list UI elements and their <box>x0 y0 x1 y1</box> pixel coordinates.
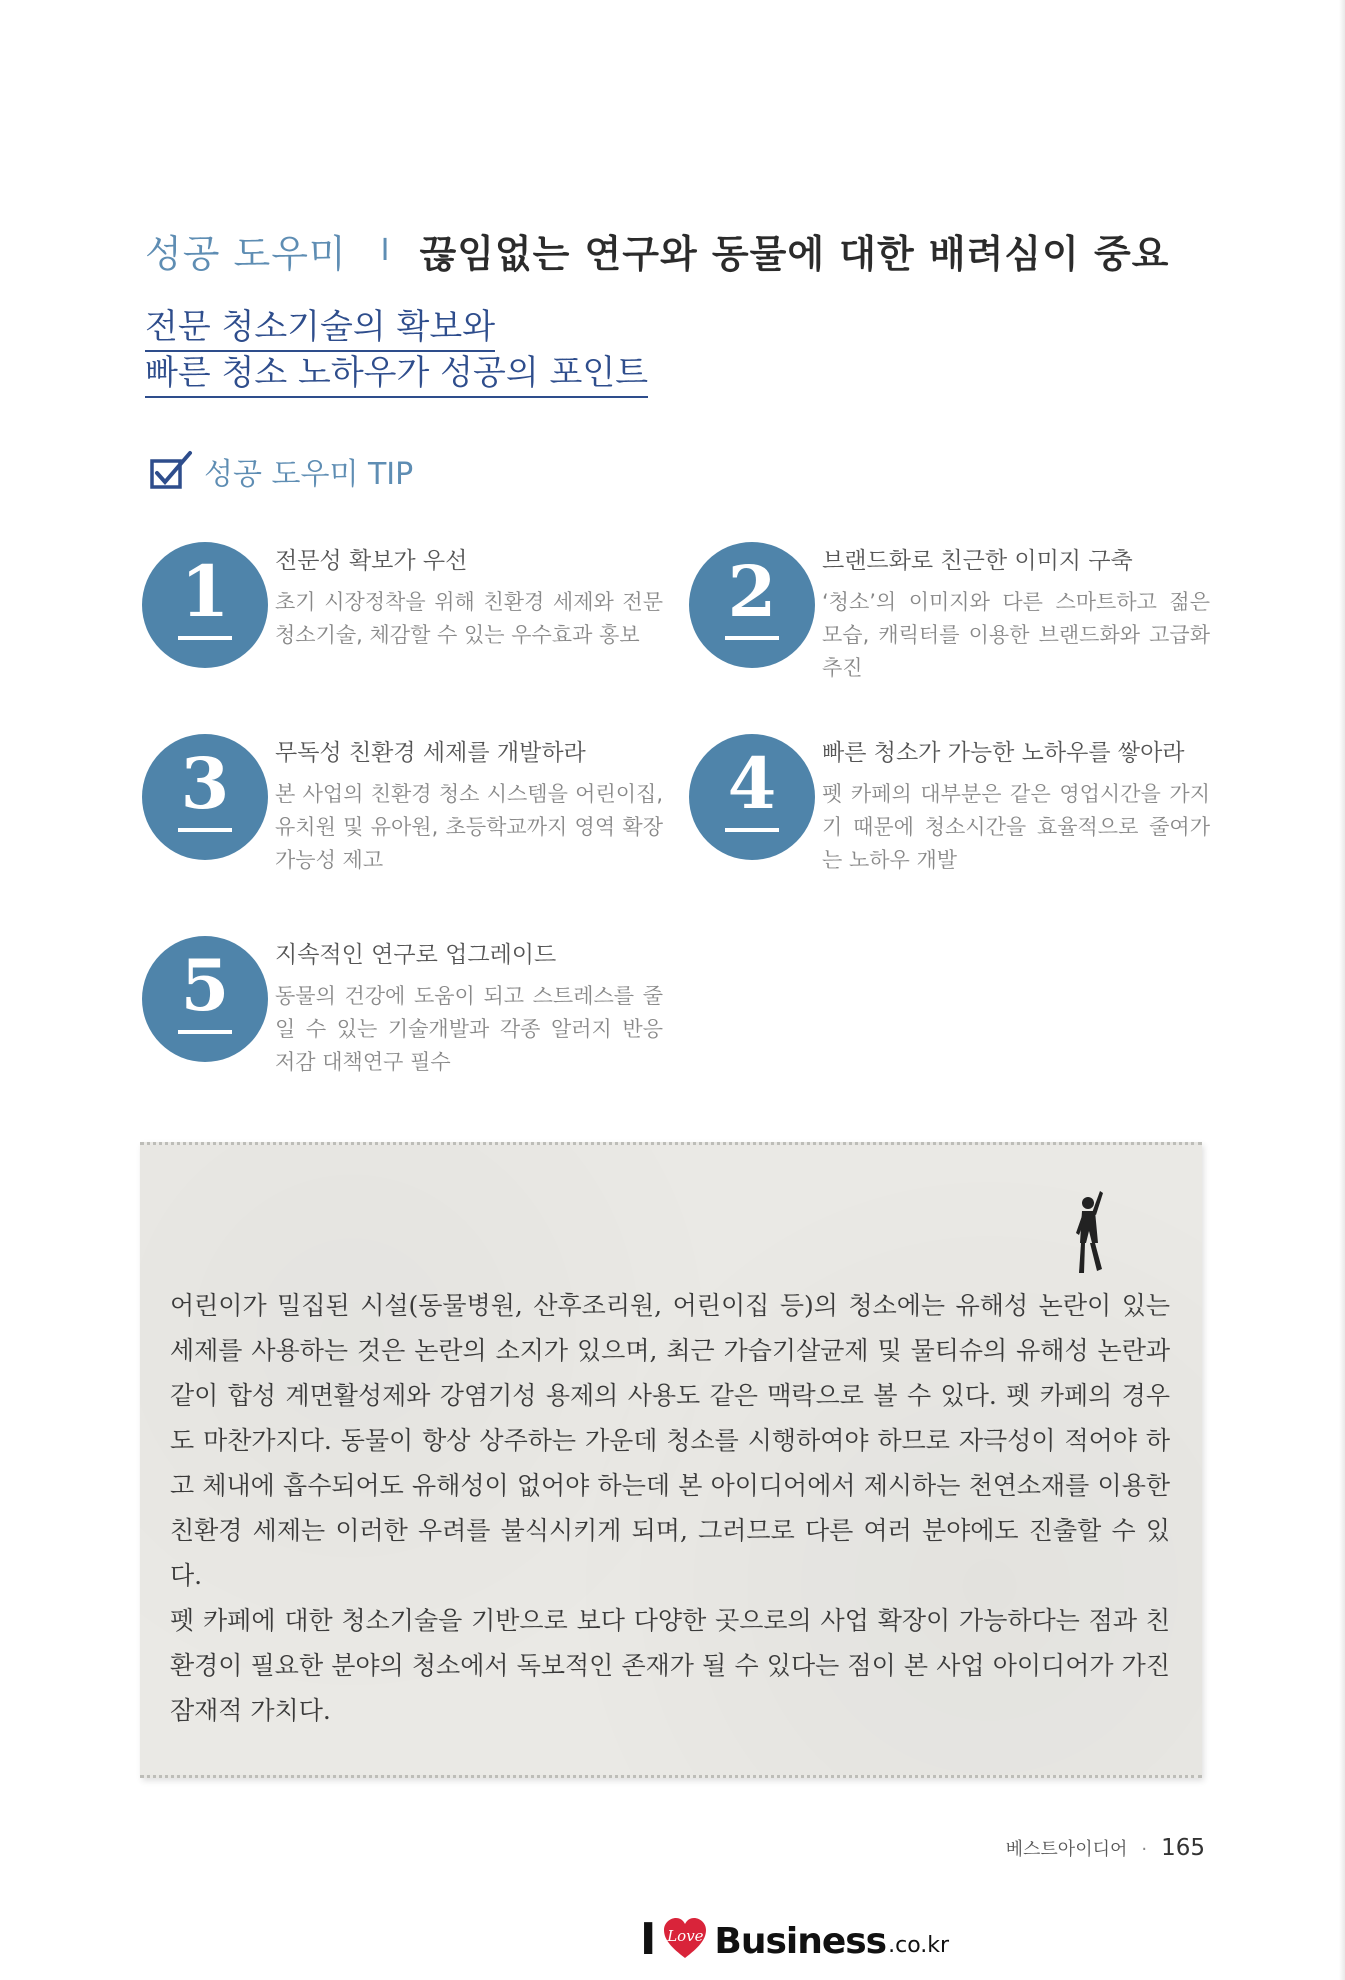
note-paragraph: 펫 카페에 대한 청소기술을 기반으로 보다 다양한 곳으로의 사업 확장이 가능하다는 점과 친환경이 필요한 분야의 청소에서 독보적인 존재가 될 수 있다는 점이 본 사업 아이디어가 가진 잠재적 가치다. <box>170 1606 1170 1725</box>
subtitle-line-1: 전문 청소기술의 확보와 <box>145 306 495 352</box>
person-silhouette-icon <box>1062 1173 1112 1283</box>
page-edge <box>1339 0 1345 1980</box>
tip-description: 펫 카페의 대부분은 같은 영업시간을 가지기 때문에 청소시간을 효율적으로 줄여가는 노하우 개발 <box>822 782 1210 872</box>
subtitle <box>145 306 648 398</box>
number-underline <box>178 636 232 640</box>
heart-icon <box>662 1916 708 1962</box>
brand-logo <box>640 1908 949 1964</box>
tip-heading-text: 지속적인 연구로 업그레이드 <box>275 942 557 968</box>
tip-description: 초기 시장정착을 위해 친환경 세제와 전문 청소기술, 체감할 수 있는 우수효과 홍보 <box>275 590 663 647</box>
checkbox-icon <box>148 449 194 493</box>
section-label: 성공 도우미 <box>145 231 347 276</box>
page-footer <box>1006 1835 1205 1861</box>
footer-separator: · <box>1141 1839 1148 1860</box>
tip-number: 2 <box>727 550 777 633</box>
subtitle-line-2: 빠른 청소 노하우가 성공의 포인트 <box>145 352 648 398</box>
tip-number: 4 <box>727 742 777 825</box>
tip-heading-text: 성공 도우미 TIP <box>204 457 414 492</box>
tip-heading <box>148 446 413 496</box>
header-separator: I <box>380 232 390 268</box>
footer-section-name: 베스트아이디어 <box>1005 1839 1128 1860</box>
tip-heading-text: 브랜드화로 친근한 이미지 구축 <box>822 548 1133 574</box>
number-underline <box>178 828 232 832</box>
tip-number: 3 <box>180 742 230 825</box>
heart-text: Love <box>667 1927 704 1945</box>
brand-name: Business <box>714 1921 887 1962</box>
tip-item <box>142 936 702 1086</box>
number-underline <box>725 636 779 640</box>
note-box <box>140 1142 1202 1778</box>
number-underline <box>178 1030 232 1034</box>
note-body <box>170 1283 1170 1733</box>
tip-number: 5 <box>180 944 230 1027</box>
tip-number: 1 <box>180 550 230 633</box>
tip-item <box>142 734 702 884</box>
note-paragraph: 어린이가 밀집된 시설(동물병원, 산후조리원, 어린이집 등)의 청소에는 유해성 논란이 있는 세제를 사용하는 것은 논란의 소지가 있으며, 최근 가습기살균제 및 물티슈의 유해성 논란과 같이 합성 계면활성제와 강염기성 용제의 사용도 같은 맥락으로 볼 수 있다. 펫 카페의 경우도 마찬가지다. 동물이 항상 상주하는 가운데 청소를 시행하여야 하므로 자극성이 적어야 하고 체내에 흡수되어도 유해성이 없어야 하는데 본 아이디어에서 제시하는 천연소재를 이용한 친환경 세제는 이러한 우려를 불식시키게 되며, 그러므로 다른 여러 분야에도 진출할 수 있다. <box>170 1291 1170 1590</box>
page-number: 165 <box>1161 1835 1205 1861</box>
tip-item <box>689 734 1249 884</box>
section-header <box>145 220 1225 280</box>
number-underline <box>725 828 779 832</box>
brand-domain: .co.kr <box>888 1933 950 1958</box>
tip-heading-text: 무독성 친환경 세제를 개발하라 <box>275 740 586 766</box>
page-title: 끊임없는 연구와 동물에 대한 배려심이 중요 <box>419 231 1170 276</box>
tip-heading-text: 전문성 확보가 우선 <box>275 548 468 574</box>
tip-heading-text: 빠른 청소가 가능한 노하우를 쌓아라 <box>822 740 1185 766</box>
tip-description: 동물의 건강에 도움이 되고 스트레스를 줄일 수 있는 기술개발과 각종 알러지 반응 저감 대책연구 필수 <box>275 984 663 1074</box>
tip-item <box>689 542 1249 692</box>
tip-description: 본 사업의 친환경 청소 시스템을 어린이집, 유치원 및 유아원, 초등학교까지 영역 확장 가능성 제고 <box>275 782 663 872</box>
tip-item <box>142 542 702 692</box>
brand-prefix: I <box>640 1914 657 1965</box>
tip-description: ‘청소’의 이미지와 다른 스마트하고 젊은 모습, 캐릭터를 이용한 브랜드화와 고급화 추진 <box>822 590 1210 680</box>
